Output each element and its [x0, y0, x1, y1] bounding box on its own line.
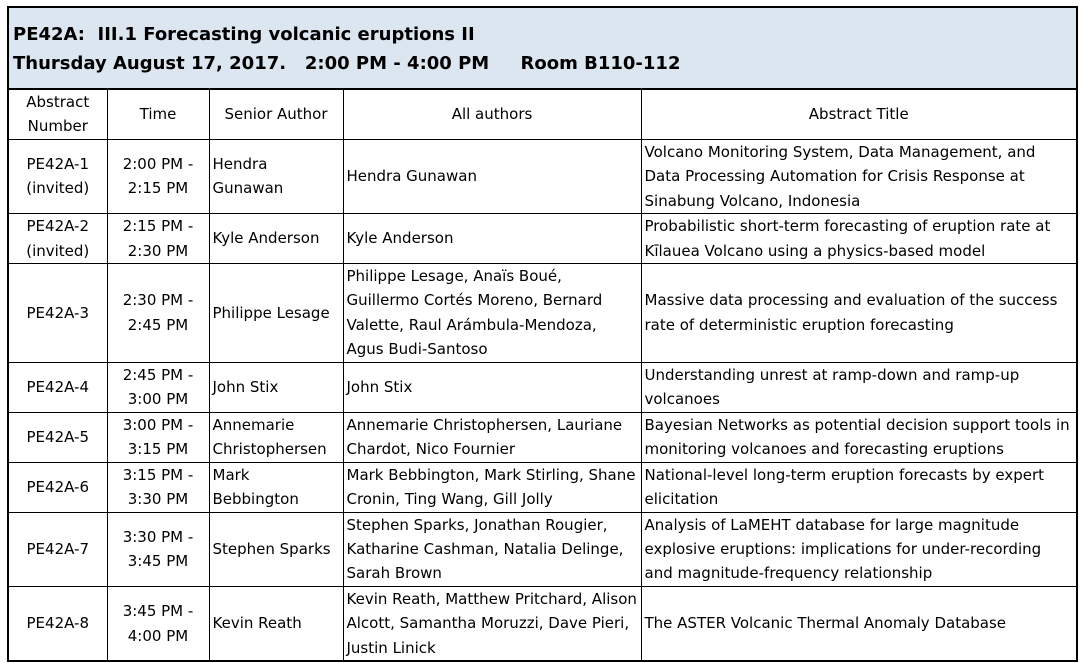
session-schedule [7, 6, 1078, 662]
senior-author: Stephen Sparks [209, 512, 343, 586]
table-row [9, 512, 1076, 586]
session-header [9, 8, 1076, 90]
abstract-title: Analysis of LaMEHT database for large magnitude explosive eruptions: implications for under-recording and magnitude-frequency relationship [641, 512, 1076, 586]
abstract-number: PE42A-1 (invited) [9, 139, 107, 213]
senior-author: Annemarie Christophersen [209, 412, 343, 462]
senior-author: Kyle Anderson [209, 214, 343, 264]
time-slot: 3:15 PM - 3:30 PM [107, 462, 209, 512]
all-authors: John Stix [343, 362, 641, 412]
abstract-title: Understanding unrest at ramp-down and ramp-up volcanoes [641, 362, 1076, 412]
time-slot: 2:00 PM - 2:15 PM [107, 139, 209, 213]
table-row [9, 264, 1076, 363]
abstract-title: Probabilistic short-term forecasting of eruption rate at Kīlauea Volcano using a physics-based model [641, 214, 1076, 264]
session-title: PE42A: III.1 Forecasting volcanic eruptions II [13, 24, 475, 45]
col-header-senior-author: Senior Author [209, 90, 343, 139]
time-slot: 2:30 PM - 2:45 PM [107, 264, 209, 363]
table-row [9, 362, 1076, 412]
abstract-title: Volcano Monitoring System, Data Management, and Data Processing Automation for Crisis Response at Sinabung Volcano, Indonesia [641, 139, 1076, 213]
all-authors: Kyle Anderson [343, 214, 641, 264]
table-row [9, 139, 1076, 213]
all-authors: Kevin Reath, Matthew Pritchard, Alison Alcott, Samantha Moruzzi, Dave Pieri, Justin Linick [343, 586, 641, 660]
col-header-abstract-title: Abstract Title [641, 90, 1076, 139]
senior-author: Mark Bebbington [209, 462, 343, 512]
all-authors: Hendra Gunawan [343, 139, 641, 213]
table-header-row [9, 90, 1076, 139]
table-row [9, 412, 1076, 462]
senior-author: John Stix [209, 362, 343, 412]
abstract-number: PE42A-2 (invited) [9, 214, 107, 264]
all-authors: Annemarie Christophersen, Lauriane Chardot, Nico Fournier [343, 412, 641, 462]
abstract-title: Bayesian Networks as potential decision support tools in monitoring volcanoes and forecasting eruptions [641, 412, 1076, 462]
abstract-number: PE42A-7 [9, 512, 107, 586]
senior-author: Hendra Gunawan [209, 139, 343, 213]
time-slot: 2:15 PM - 2:30 PM [107, 214, 209, 264]
abstract-number: PE42A-5 [9, 412, 107, 462]
table-row [9, 214, 1076, 264]
abstract-title: Massive data processing and evaluation of the success rate of deterministic eruption forecasting [641, 264, 1076, 363]
col-header-abstract-number: Abstract Number [9, 90, 107, 139]
abstract-number: PE42A-6 [9, 462, 107, 512]
abstract-number: PE42A-4 [9, 362, 107, 412]
abstract-title: National-level long-term eruption forecasts by expert elicitation [641, 462, 1076, 512]
all-authors: Mark Bebbington, Mark Stirling, Shane Cronin, Ting Wang, Gill Jolly [343, 462, 641, 512]
time-slot: 3:45 PM - 4:00 PM [107, 586, 209, 660]
time-slot: 3:30 PM - 3:45 PM [107, 512, 209, 586]
abstract-title: The ASTER Volcanic Thermal Anomaly Database [641, 586, 1076, 660]
table-row [9, 586, 1076, 660]
senior-author: Philippe Lesage [209, 264, 343, 363]
abstract-number: PE42A-3 [9, 264, 107, 363]
senior-author: Kevin Reath [209, 586, 343, 660]
all-authors: Philippe Lesage, Anaïs Boué, Guillermo Cortés Moreno, Bernard Valette, Raul Arámbula-Mendoza, Agus Budi-Santoso [343, 264, 641, 363]
col-header-all-authors: All authors [343, 90, 641, 139]
col-header-time: Time [107, 90, 209, 139]
table-row [9, 462, 1076, 512]
time-slot: 3:00 PM - 3:15 PM [107, 412, 209, 462]
abstract-number: PE42A-8 [9, 586, 107, 660]
session-date-room: Thursday August 17, 2017. 2:00 PM - 4:00 PM Room B110-112 [13, 53, 681, 74]
all-authors: Stephen Sparks, Jonathan Rougier, Katharine Cashman, Natalia Delinge, Sarah Brown [343, 512, 641, 586]
time-slot: 2:45 PM - 3:00 PM [107, 362, 209, 412]
schedule-table [9, 90, 1076, 660]
